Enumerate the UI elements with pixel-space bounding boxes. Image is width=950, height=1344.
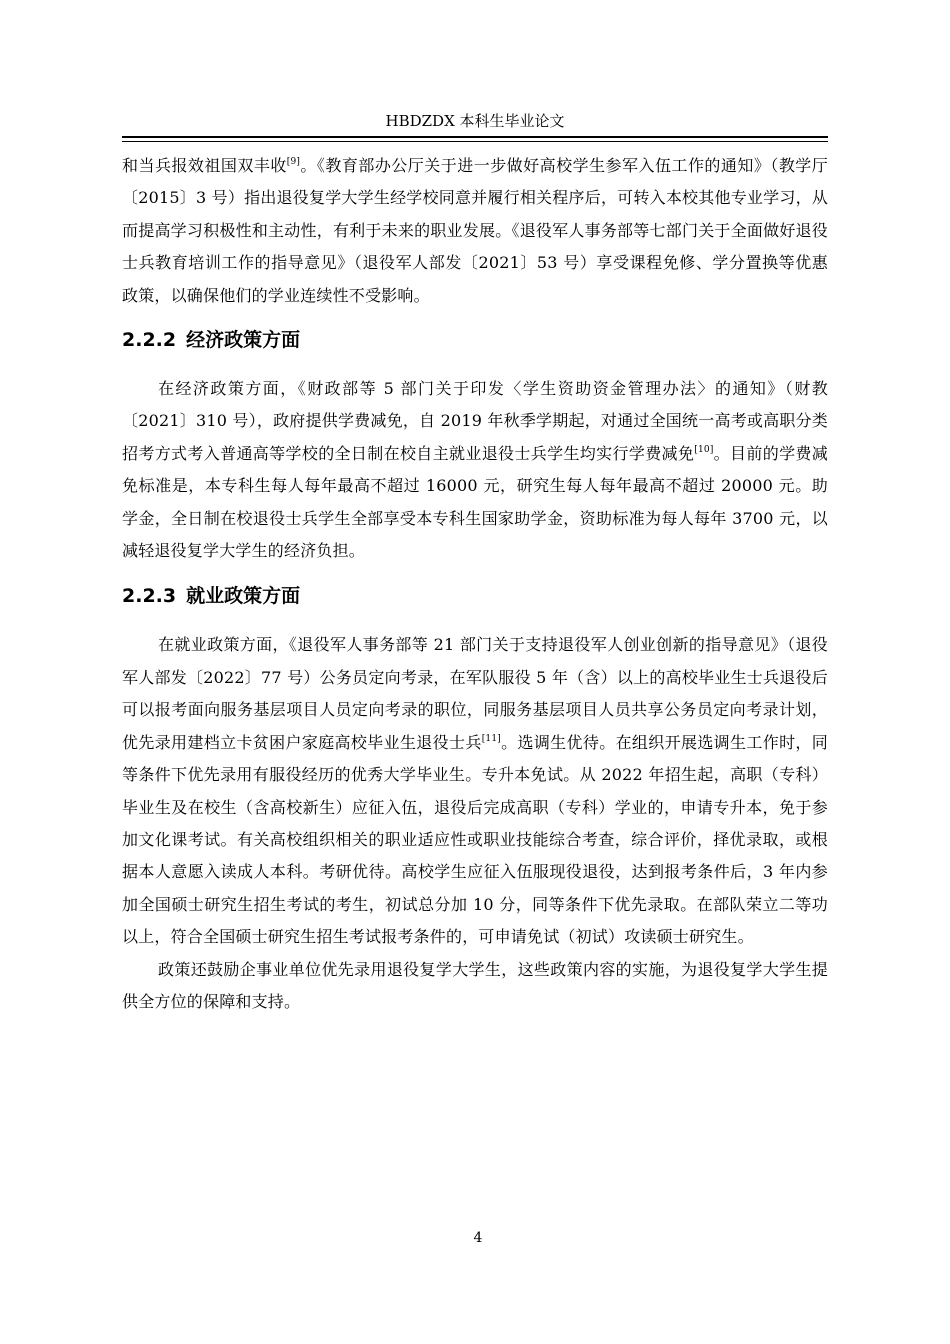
section-title: 经济政策方面	[186, 329, 301, 352]
paragraph-text: 。《教育部办公厅关于进一步做好高校学生参军入伍工作的通知》（教学厅〔2015〕3 号）指出退役复学大学生经学校同意并履行相关程序后，可转入本校其他专业学习，从而提高学习积极性和主动性，有利于未来的职业发展。《退役军人事务部等七部门关于全面做好退役士兵教育培训工作的指导意见》（退役军人部发〔2021〕53 号）享受课程免修、学分置换等优惠政策，以确保他们的学业连续性不受影响。	[122, 156, 828, 305]
paragraph-text: 。目前的学费减免标准是，本专科生每人每年最高不超过 16000 元，研究生每人每年最高不超过 20000 元。助学金，全日制在校退役士兵学生全部享受本专科生国家助学金，资助标准为每人每年 3700 元，以减轻退役复学大学生的经济负担。	[122, 443, 828, 561]
page-content	[122, 150, 828, 1018]
paragraph-economic-policy	[122, 373, 828, 567]
section-heading-employment	[122, 581, 828, 611]
section-number: 2.2.2	[122, 329, 177, 352]
paragraph-text: 。选调生优待。在组织开展选调生工作时，同等条件下优先录用有服役经历的优秀大学毕业生。专升本免试。从 2022 年招生起，高职（专科）毕业生及在校生（含高校新生）应征入伍，退役后完成高职（专科）学业的，申请专升本，免于参加文化课考试。有关高校组织相关的职业适应性或职业技能综合考查，综合评价，择优录取，或根据本人意愿入读成人本科。考研优待。高校学生应征入伍服现役退役，达到报考条件后，3 年内参加全国硕士研究生招生考试的考生，初试总分加 10 分，同等条件下优先录取。在部队荣立二等功以上，符合全国硕士研究生招生考试报考条件的，可申请免试（初试）攻读硕士研究生。	[122, 732, 828, 947]
citation-ref: [11]	[481, 733, 501, 744]
citation-ref: [9]	[286, 157, 301, 167]
paragraph-education-policy	[122, 150, 828, 312]
section-title: 就业政策方面	[186, 585, 301, 608]
header-rule-thin	[122, 141, 828, 142]
paragraph-employment-policy	[122, 629, 828, 953]
page-number: 4	[473, 1230, 483, 1246]
paragraph-summary: 政策还鼓励企事业单位优先录用退役复学大学生，这些政策内容的实施，为退役复学大学生提供全方位的保障和支持。	[122, 959, 828, 1011]
section-number: 2.2.3	[122, 585, 177, 608]
paragraph-text: 在经济政策方面，《财政部等 5 部门关于印发〈学生资助资金管理办法〉的通知》（财教〔2021〕310 号），政府提供学费减免，自 2019 年秋季学期起，对通过全国统一高考或高职分类招考方式考入普通高等学校的全日制在校自主就业退役士兵学生均实行学费减免	[122, 379, 828, 463]
page-header: HBDZDX 本科生毕业论文	[385, 112, 565, 130]
section-heading-economic	[122, 325, 828, 355]
citation-ref: [10]	[694, 444, 714, 455]
paragraph-text: 在就业政策方面，《退役军人事务部等 21 部门关于支持退役军人创业创新的指导意见》（退役军人部发〔2022〕77 号）公务员定向考录，在军队服役 5 年（含）以上的高校毕业生士兵退役后可以报考面向服务基层项目人员定向考录的职位，同服务基层项目人员共享公务员定向考录计划，优先录用建档立卡贫困户家庭高校毕业生退役士兵	[122, 635, 828, 752]
paragraph-text: 和当兵报效祖国双丰收	[122, 156, 287, 175]
header-rule-thick	[122, 136, 828, 138]
